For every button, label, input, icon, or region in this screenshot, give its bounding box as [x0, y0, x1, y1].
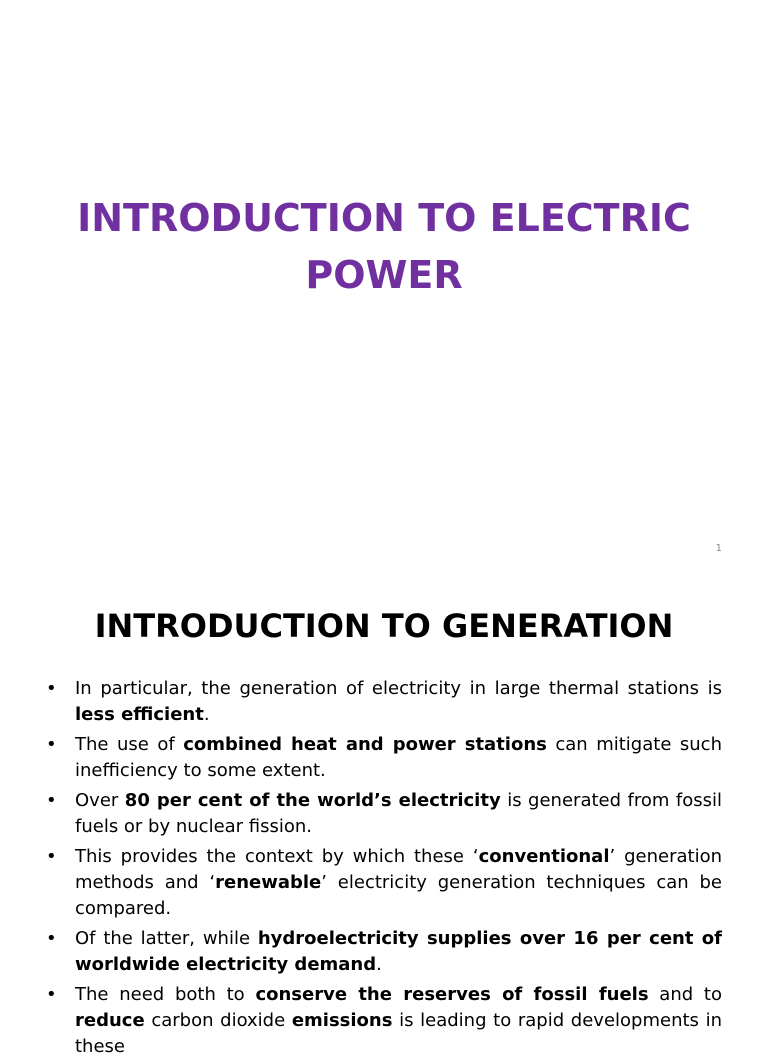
slide-number: 1 — [715, 543, 722, 554]
bullet-item — [46, 926, 722, 978]
bullet-icon: • — [46, 846, 57, 867]
bullet-text: Of the latter, while — [75, 928, 258, 949]
bullet-icon: • — [46, 984, 57, 1005]
bullet-text: This provides the context by which these ‘ — [75, 846, 479, 867]
bullet-text: carbon dioxide — [144, 1010, 292, 1031]
bullet-text: and to — [648, 984, 722, 1005]
bullet-text: Over — [75, 790, 125, 811]
bullet-icon: • — [46, 928, 57, 949]
bullet-item — [46, 982, 722, 1060]
bullet-icon: • — [46, 734, 57, 755]
bullet-text-bold: 80 per cent of the world’s electricity — [124, 790, 501, 811]
title-line-2: POWER — [305, 253, 463, 297]
bullet-icon: • — [46, 790, 57, 811]
bullet-text: The need both to — [75, 984, 256, 1005]
bullet-text-bold: reduce — [75, 1010, 145, 1031]
bullet-item — [46, 676, 722, 728]
bullet-text: is leading to rapid developments in these — [75, 1010, 722, 1057]
slide-title — [60, 190, 708, 304]
bullet-text-bold: hydroelectricity supplies over 16 per cent of worldwide electricity demand — [75, 928, 722, 975]
bullet-text-bold: combined heat and power stations — [183, 734, 547, 755]
bullet-icon: • — [46, 678, 57, 699]
bullet-text: . — [376, 954, 382, 975]
slide-2 — [0, 576, 768, 1057]
bullet-text: can mitigate such inefficiency to some extent. — [75, 734, 722, 781]
bullet-text-bold: renewable — [215, 872, 322, 893]
bullet-text: . — [203, 704, 210, 725]
bullet-text-bold: conventional — [478, 846, 610, 867]
bullet-item — [46, 844, 722, 922]
slide-title: INTRODUCTION TO GENERATION — [94, 607, 674, 645]
bullet-list — [46, 676, 722, 1064]
bullet-item — [46, 788, 722, 840]
bullet-text: The use of — [75, 734, 184, 755]
title-line-1: INTRODUCTION TO ELECTRIC — [77, 196, 691, 240]
bullet-item — [46, 732, 722, 784]
bullet-text: ’ generation methods and ‘ — [75, 846, 723, 893]
bullet-text-bold: less efficient — [75, 704, 204, 725]
bullet-text: ’ electricity generation techniques can be compared. — [75, 872, 723, 919]
bullet-text: is generated from fossil fuels or by nuclear fission. — [75, 790, 722, 837]
bullet-text-bold: conserve the reserves of fossil fuels — [255, 984, 649, 1005]
bullet-text: In particular, the generation of electricity in large thermal stations is — [75, 678, 722, 699]
bullet-text-bold: emissions — [291, 1010, 393, 1031]
